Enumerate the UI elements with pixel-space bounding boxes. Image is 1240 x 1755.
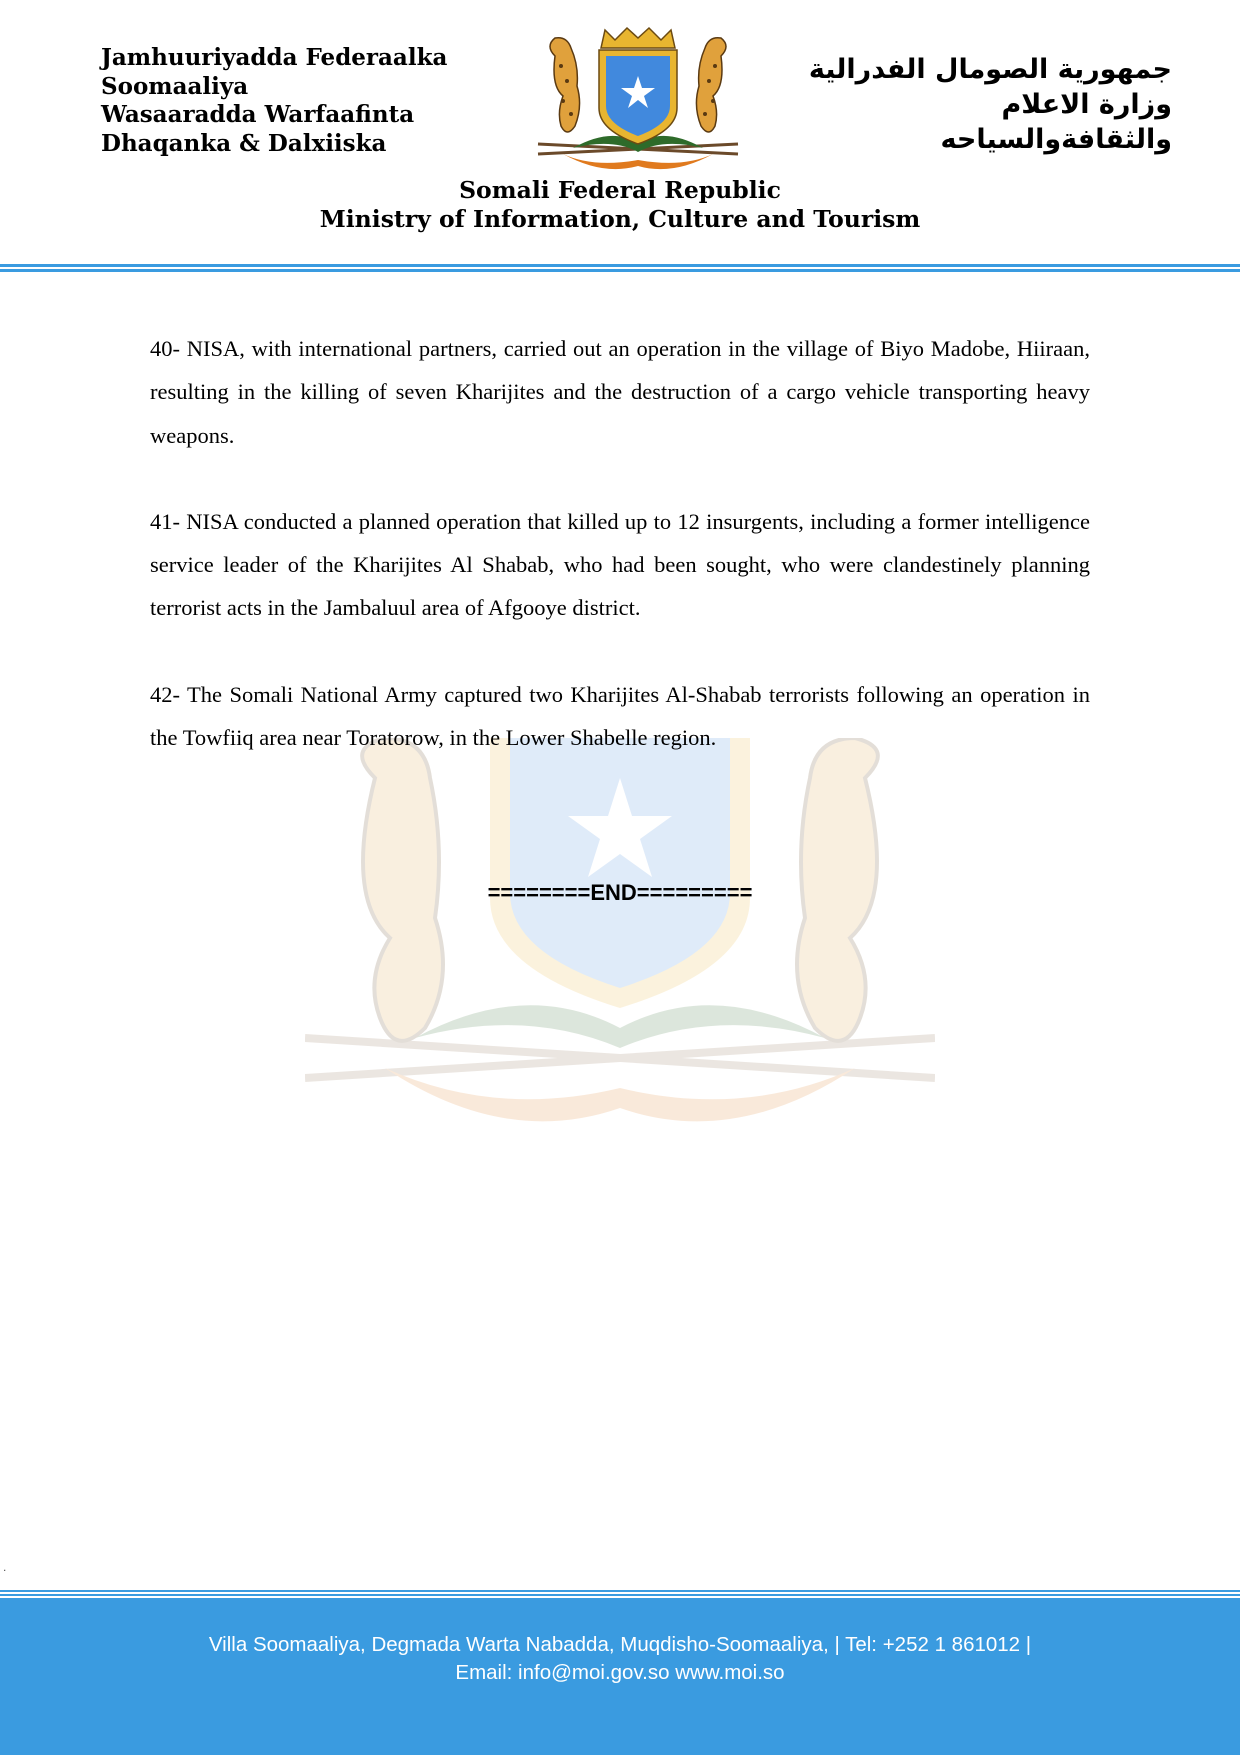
news-item-paragraph: 42- The Somali National Army captured two Kharijites Al-Shabab terrorists following an operation in the Towfiiq area near Toratorow, in the Lower Shabelle region.	[150, 681, 1090, 751]
ministry-name-title: Ministry of Information, Culture and Tourism	[319, 205, 921, 233]
header-english-block	[0, 176, 1240, 234]
footer-divider	[0, 1590, 1240, 1592]
footer-address: Villa Soomaaliya, Degmada Warta Nabadda, Muqdisho-Soomaaliya, | Tel: +252 1 861012 |	[208, 1633, 1032, 1656]
document-body	[150, 327, 1090, 802]
header-arabic-line: جمهورية الصومال الفدرالية	[808, 54, 1172, 85]
header-somali-line: Wasaaradda Warfaafinta	[101, 101, 415, 128]
footer-bar	[0, 1598, 1240, 1755]
news-item-paragraph: 40- NISA, with international partners, carried out an operation in the village of Biyo Madobe, Hiiraan, resulting in the killing of seven Kharijites and the destruction of a cargo vehicle transporting heavy weapons.	[150, 336, 1090, 448]
end-marker: ========END=========	[487, 880, 753, 905]
header-somali-line: Soomaaliya	[101, 72, 249, 100]
footer-contact: Email: info@moi.gov.so www.moi.so	[455, 1661, 785, 1684]
stray-mark: .	[3, 1560, 7, 1574]
header-arabic-line: وزارة الاعلام	[1001, 89, 1172, 120]
footer-divider	[0, 1594, 1240, 1596]
coat-of-arms-icon	[533, 26, 743, 176]
news-item-paragraph: 41- NISA conducted a planned operation that killed up to 12 insurgents, including a former intelligence service leader of the Kharijites Al Shabab, who had been sought, who were clandestinely planning terrorist acts in the Jambaluul area of Afgooye district.	[150, 508, 1090, 621]
ministry-country-title: Somali Federal Republic	[459, 176, 781, 204]
header-divider	[0, 264, 1240, 267]
header-arabic-line: والثقافةوالسياحه	[940, 124, 1172, 155]
header-somali-block	[101, 44, 501, 158]
header-somali-line: Jamhuuriyadda Federaalka	[101, 44, 448, 71]
header-divider	[0, 269, 1240, 272]
header-arabic-block	[792, 52, 1172, 157]
header-somali-line: Dhaqanka & Dalxiiska	[101, 129, 387, 157]
